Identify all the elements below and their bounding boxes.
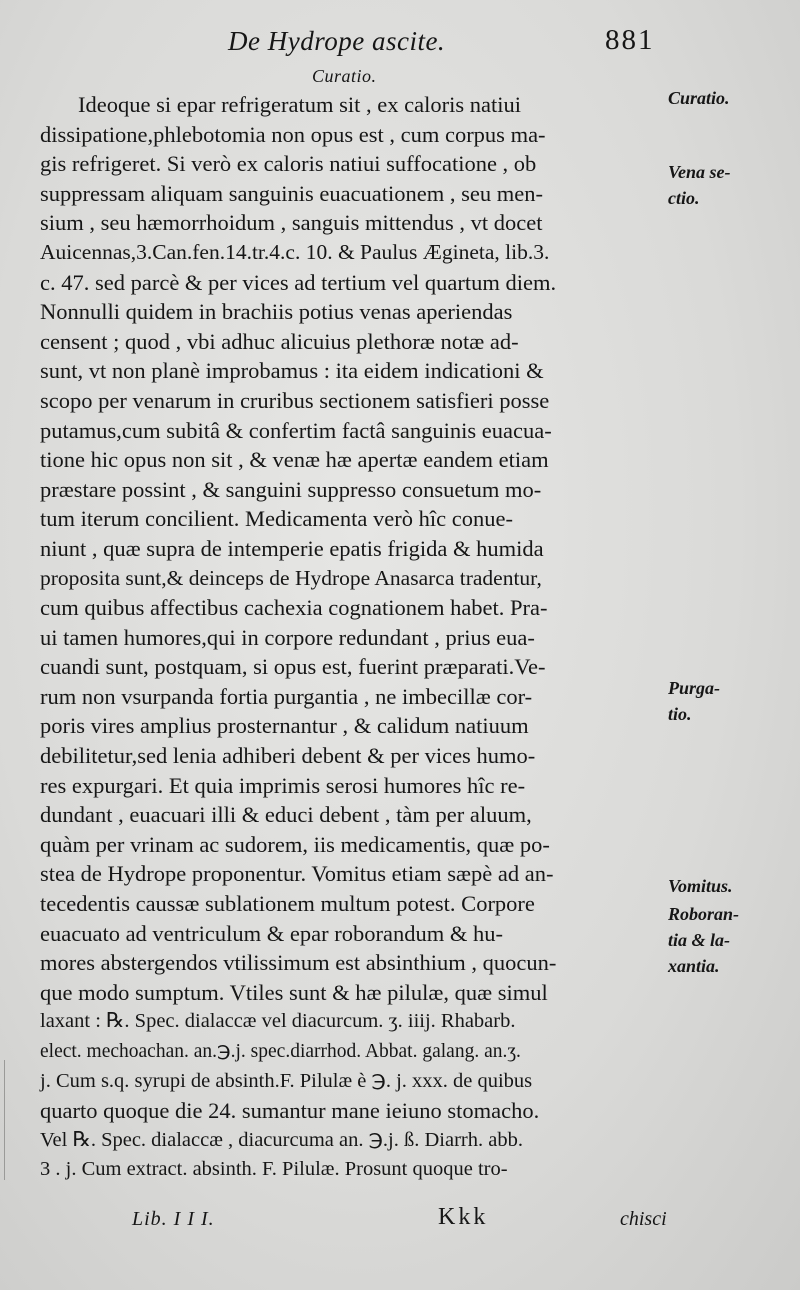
text-line: suppressam aliquam sanguinis euacuationem , seu men-: [40, 180, 543, 206]
text-line: præstare possint , & sanguini suppresso consuetum mo-: [40, 476, 542, 502]
text-line: putamus,cum subitâ & confertim factâ sanguinis euacua-: [40, 417, 552, 443]
text-line: sium , seu hæmorrhoidum , sanguis mittendus , vt docet: [40, 210, 543, 236]
margin-note-vena-sectio-cont: ctio.: [668, 188, 700, 208]
text-line: laxant : ℞. Spec. dialaccæ vel diacurcum. ʒ. iiij. Rhabarb.: [40, 1010, 516, 1033]
text-line: poris vires amplius prosternantur , & calidum natiuum: [40, 713, 529, 739]
text-line: niunt , quæ supra de intemperie epatis frigida & humida: [40, 535, 544, 561]
text-line: stea de Hydrope proponentur. Vomitus etiam sæpè ad an-: [40, 861, 554, 887]
text-line: dundant , euacuari illi & educi debent , tàm per aluum,: [40, 802, 532, 828]
text-line: quarto quoque die 24. sumantur mane ieiuno stomacho.: [40, 1098, 540, 1124]
section-heading: Curatio.: [312, 66, 377, 86]
text-line: Vel ℞. Spec. dialaccæ , diacurcuma an. ℈.j. ß. Diarrh. abb.: [40, 1128, 523, 1151]
text-line: 3 . j. Cum extract. absinth. F. Pilulæ. Prosunt quoque tro-: [40, 1158, 508, 1181]
margin-note-roborantia: Roboran-: [668, 904, 740, 924]
running-title: De Hydrope ascite.: [228, 26, 446, 56]
margin-note-vena-sectio: Vena se-: [668, 162, 731, 182]
text-line: dissipatione,phlebotomia non opus est , cum corpus ma-: [40, 121, 546, 147]
gutter-shadow: [4, 1060, 5, 1180]
text-line: tecedentis caussæ sublationem multum potest. Corpore: [40, 891, 535, 917]
text-line: sunt, vt non planè improbamus : ita eidem indicationi &: [40, 358, 544, 384]
text-line: censent ; quod , vbi adhuc alicuius plethoræ notæ ad-: [40, 328, 519, 354]
text-line: res expurgari. Et quia imprimis serosi humores hîc re-: [40, 772, 526, 798]
text-line: quàm per vrinam ac sudorem, iis medicamentis, quæ po-: [40, 831, 550, 857]
margin-note-roborantia-cont: tia & la-: [668, 930, 730, 950]
text-line: rum non vsurpanda fortia purgantia , ne imbecillæ cor-: [40, 683, 533, 709]
margin-note-curatio: Curatio.: [668, 88, 730, 108]
running-head: [0, 22, 800, 66]
text-line: scopo per venarum in cruribus sectionem satisfieri posse: [40, 387, 550, 413]
text-line: j. Cum s.q. syrupi de absinth.F. Pilulæ è ℈. j. xxx. de quibus: [40, 1069, 533, 1092]
text-line: cuandi sunt, postquam, si opus est, fuerint præparati.Ve-: [40, 654, 546, 680]
text-line: Auicennas,3.Can.fen.14.tr.4.c. 10. & Paulus Ægineta, lib.3.: [40, 239, 550, 264]
text-line: tione hic opus non sit , & venæ hæ apertæ eandem etiam: [40, 447, 549, 473]
text-line: cum quibus affectibus cachexia cognationem habet. Pra-: [40, 595, 548, 621]
text-line: debilitetur,sed lenia adhiberi debent & per vices humo-: [40, 743, 536, 769]
text-line: elect. mechoachan. an.℈.j. spec.diarrhod. Abbat. galang. an.ʒ.: [40, 1041, 521, 1062]
page-number: 881: [605, 24, 655, 56]
text-line: euacuato ad ventriculum & epar roborandum & hu-: [40, 920, 503, 946]
margin-note-purgatio: Purga-: [668, 678, 721, 698]
signature-mark: Kkk: [438, 1204, 489, 1230]
text-line: Ideoque si epar refrigeratum sit , ex caloris natiui: [78, 92, 521, 117]
margin-note-laxantia: xantia.: [668, 956, 720, 976]
page-footer: [0, 1196, 800, 1236]
text-line: mores abstergendos vtilissimum est absinthium , quocun-: [40, 950, 557, 976]
text-line: c. 47. sed parcè & per vices ad tertium vel quartum diem.: [40, 269, 557, 295]
text-line: proposita sunt,& deinceps de Hydrope Anasarca tradentur,: [40, 565, 542, 590]
text-line: tum iterum concilient. Medicamenta verò hîc conue-: [40, 506, 513, 532]
catchword: chisci: [620, 1208, 667, 1230]
margin-note-vomitus: Vomitus.: [668, 876, 733, 896]
body-text: [40, 90, 680, 1185]
text-line: ui tamen humores,qui in corpore redundant , prius eua-: [40, 624, 535, 650]
margin-note-purgatio-cont: tio.: [668, 704, 692, 724]
text-line: que modo sumptum. Vtiles sunt & hæ pilulæ, quæ simul: [40, 979, 548, 1005]
book-reference: Lib. I I I.: [132, 1208, 215, 1230]
text-line: gis refrigeret. Si verò ex caloris natiui suffocatione , ob: [40, 151, 537, 177]
text-line: Nonnulli quidem in brachiis potius venas aperiendas: [40, 299, 513, 325]
